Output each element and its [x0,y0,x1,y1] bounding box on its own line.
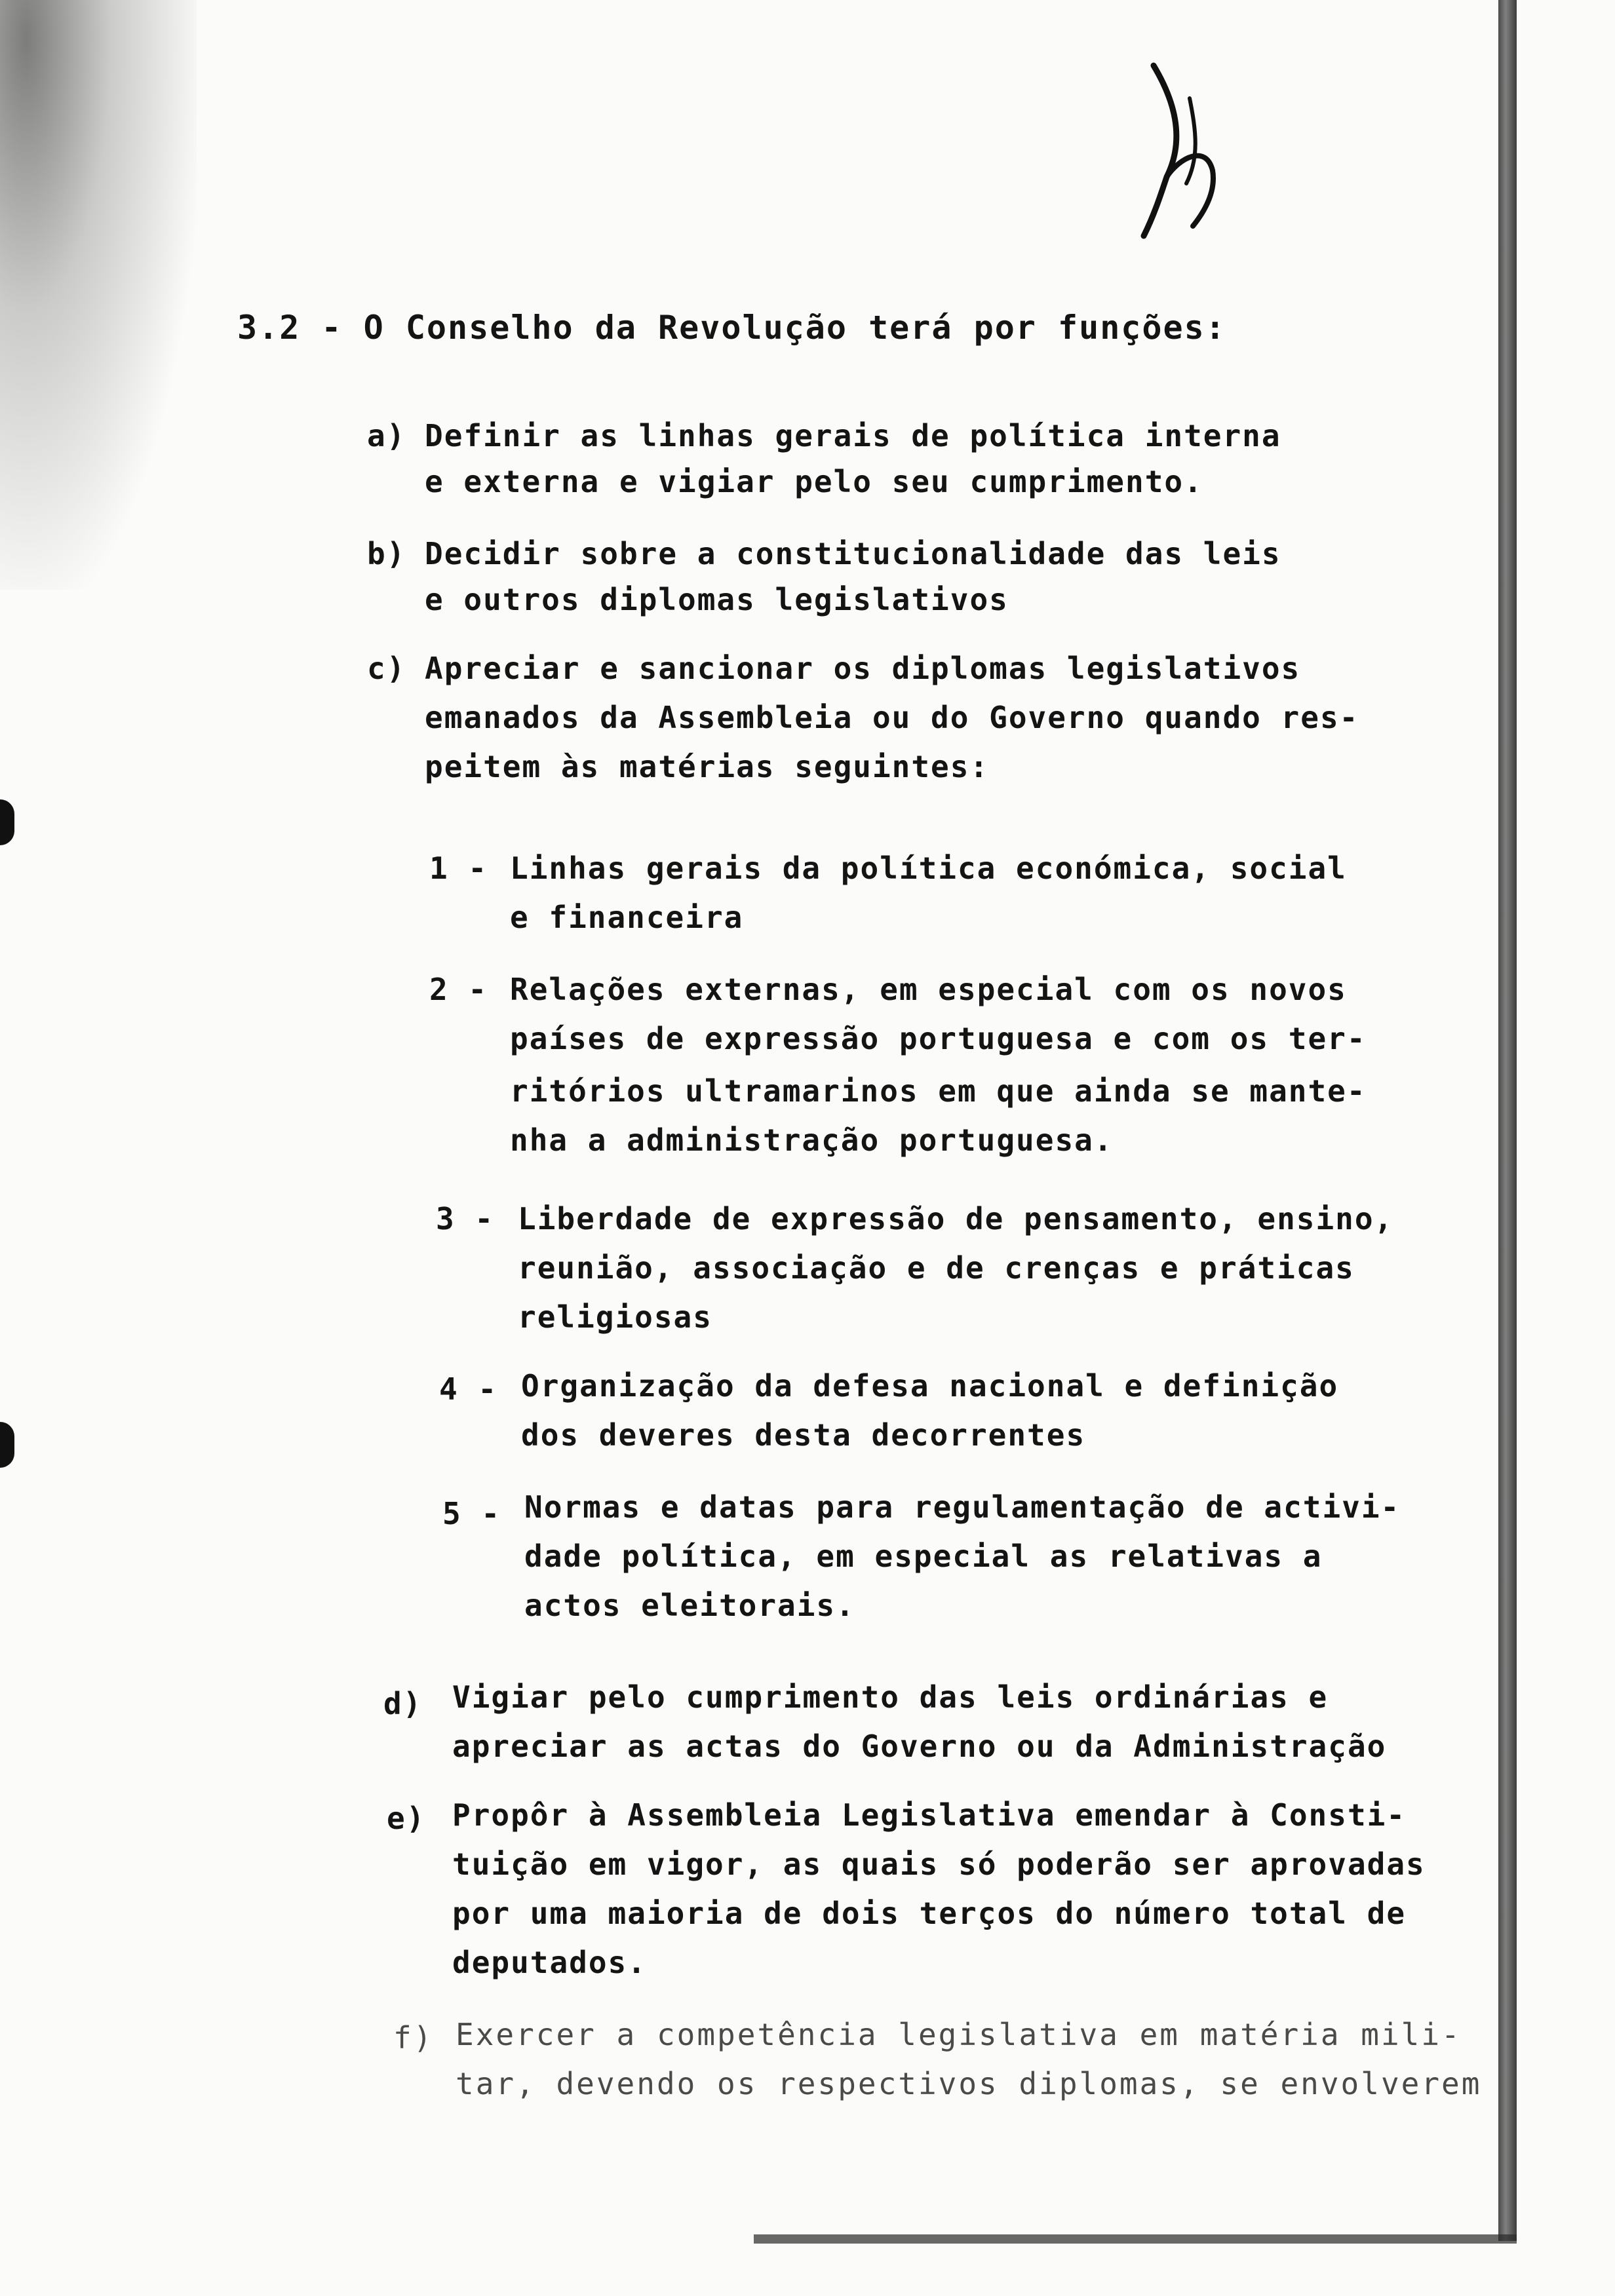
subitem-2-marker: 2 - [429,972,488,1007]
item-e-line-1: Propôr à Assembleia Legislativa emendar à Consti- [452,1797,1407,1833]
subitem-5-line-2: dade política, em especial as relativas a [524,1539,1323,1574]
item-d-line-1: Vigiar pelo cumprimento das leis ordinárias e [452,1679,1329,1715]
subitem-2-line-1: Relações externas, em especial com os novos [510,972,1347,1007]
item-d-line-2: apreciar as actas do Governo ou da Administração [452,1729,1387,1764]
item-e-line-2: tuição em vigor, as quais só poderão ser aprovadas [452,1846,1426,1882]
item-e-line-3: por uma maioria de dois terços do número total de [452,1896,1407,1931]
item-c-line-2: emanados da Assembleia ou do Governo quando res- [425,700,1359,735]
subitem-5-marker: 5 - [442,1496,501,1531]
subitem-1-marker: 1 - [429,851,488,886]
subitem-2-line-2: países de expressão portuguesa e com os ter- [510,1021,1367,1056]
subitem-5-line-1: Normas e datas para regulamentação de activi- [524,1489,1401,1525]
item-f-line-1: Exercer a competência legislativa em matéria mili- [456,2017,1462,2052]
item-c-marker: c) [367,651,406,686]
handwritten-initial-signature [1114,59,1245,256]
subitem-5-line-3: actos eleitorais. [524,1588,855,1623]
page-edge [1498,0,1517,2241]
item-e-marker: e) [387,1801,426,1836]
item-b-marker: b) [367,536,406,571]
item-e-line-4: deputados. [452,1945,647,1980]
item-f-line-2: tar, devendo os respectivos diplomas, se envolverem [456,2066,1482,2101]
subitem-1-line-2: e financeira [510,900,744,935]
page-bottom-edge [754,2234,1517,2244]
subitem-2-line-4: nha a administração portuguesa. [510,1122,1114,1158]
scan-shadow [0,0,197,590]
subitem-2-line-3: ritórios ultramarinos em que ainda se mante- [510,1073,1367,1109]
subitem-3-marker: 3 - [436,1201,495,1236]
section-heading: 3.2 - O Conselho da Revolução terá por funções: [237,309,1226,347]
subitem-4-marker: 4 - [439,1371,498,1407]
subitem-4-line-1: Organização da defesa nacional e definição [521,1368,1339,1404]
subitem-4-line-2: dos deveres desta decorrentes [521,1417,1086,1453]
item-a-line-2: e externa e vigiar pelo seu cumprimento. [425,464,1203,499]
item-a-marker: a) [367,418,406,453]
subitem-1-line-1: Linhas gerais da política económica, social [510,851,1347,886]
subitem-3-line-1: Liberdade de expressão de pensamento, ensino, [518,1201,1394,1236]
item-d-marker: d) [383,1686,423,1721]
punch-hole [0,799,14,845]
item-c-line-1: Apreciar e sancionar os diplomas legislativos [425,651,1301,686]
item-b-line-1: Decidir sobre a constitucionalidade das leis [425,536,1281,571]
item-f-marker: f) [393,2020,434,2056]
item-c-line-3: peitem às matérias seguintes: [425,749,990,784]
punch-hole [0,1422,14,1468]
item-b-line-2: e outros diplomas legislativos [425,582,1009,617]
subitem-3-line-2: reunião, associação e de crenças e práticas [518,1250,1355,1286]
item-a-line-1: Definir as linhas gerais de política interna [425,418,1281,453]
subitem-3-line-3: religiosas [518,1299,712,1335]
